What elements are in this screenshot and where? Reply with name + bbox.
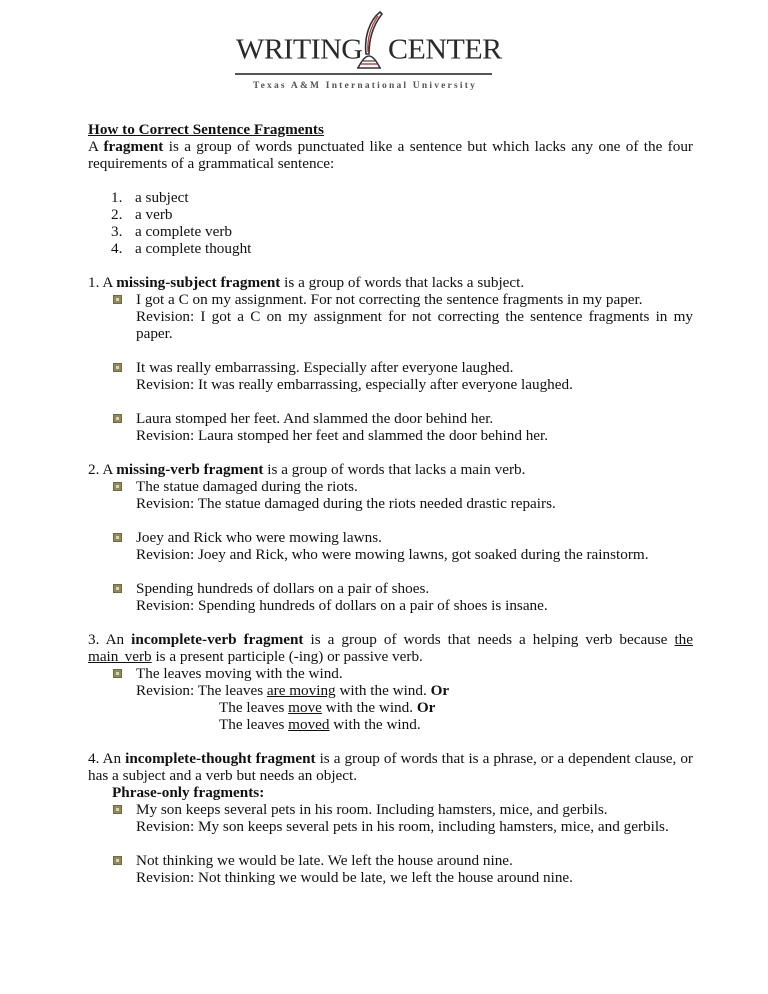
underlined-verb: move: [288, 699, 322, 716]
square-bullet-icon: [113, 363, 122, 372]
example-fragment: Not thinking we would be late. We left the house around nine.: [136, 852, 513, 869]
requirement-text: a complete verb: [135, 223, 232, 240]
square-bullet-icon: [113, 669, 122, 678]
example-item: [88, 291, 693, 342]
example-revision: Revision: It was really embarrassing, especially after everyone laughed.: [136, 376, 573, 393]
requirement-number: 3.: [111, 223, 123, 240]
logo-text-center: CENTER: [388, 33, 502, 66]
requirement-item: [88, 223, 693, 240]
or-connector: Or: [416, 699, 436, 716]
requirement-number: 4.: [111, 240, 123, 257]
section-heading: [88, 461, 693, 478]
intro-term: fragment: [103, 138, 164, 155]
revision-text: The leaves: [219, 699, 289, 716]
section-definition: is a group of words that is a phrase, or a dependent clause, or has a subject and a verb but needs an object.: [88, 750, 693, 784]
section-lead: 2. A: [88, 461, 117, 478]
example-revision: [136, 682, 693, 699]
logo-subtitle: Texas A&M International University: [252, 81, 478, 91]
section-definition: is a group of words that lacks a main verb.: [263, 461, 526, 478]
example-item: [88, 801, 693, 835]
requirement-number: 2.: [111, 206, 123, 223]
example-revision: Revision: Joey and Rick, who were mowing lawns, got soaked during the rainstorm.: [136, 546, 649, 563]
example-item: [88, 852, 693, 886]
example-revision-alt: [136, 716, 693, 733]
section-term: missing-verb fragment: [116, 461, 264, 478]
example-fragment: It was really embarrassing. Especially after everyone laughed.: [136, 359, 514, 376]
example-fragment: Laura stomped her feet. And slammed the door behind her.: [136, 410, 494, 427]
section-incomplete-verb: [88, 631, 693, 733]
section-incomplete-thought: [88, 750, 693, 886]
requirement-item: [88, 206, 693, 223]
section-heading: [88, 750, 693, 784]
requirements-list: [88, 189, 693, 257]
revision-text: with the wind.: [321, 699, 417, 716]
example-fragment: My son keeps several pets in his room. Including hamsters, mice, and gerbils.: [136, 801, 608, 818]
square-bullet-icon: [113, 295, 122, 304]
example-fragment: The leaves moving with the wind.: [136, 665, 343, 682]
section-missing-subject: [88, 274, 693, 444]
example-item: [88, 580, 693, 614]
underlined-phrase: the main verb: [88, 631, 694, 665]
square-bullet-icon: [113, 584, 122, 593]
section-term: incomplete-thought fragment: [125, 750, 316, 767]
section-term: missing-subject fragment: [116, 274, 281, 291]
or-connector: Or: [430, 682, 450, 699]
example-revision: Revision: Laura stomped her feet and slammed the door behind her.: [136, 427, 549, 444]
revision-text: with the wind.: [335, 682, 431, 699]
quill-pen-icon: [352, 10, 388, 72]
revision-text: Revision: The leaves: [136, 682, 267, 699]
example-revision: Revision: I got a C on my assignment for not correcting the sentence fragments in my paper.: [136, 308, 693, 342]
section-lead: 3. An: [88, 631, 132, 648]
example-item: [88, 478, 693, 512]
example-item: [88, 665, 693, 733]
square-bullet-icon: [113, 805, 122, 814]
writing-center-logo: [234, 8, 502, 68]
example-item: [88, 359, 693, 393]
example-item: [88, 529, 693, 563]
example-revision: Revision: The statue damaged during the riots needed drastic repairs.: [136, 495, 556, 512]
section-definition-end: is a present participle (-ing) or passive verb.: [151, 648, 423, 665]
example-revision: Revision: Not thinking we would be late, we left the house around nine.: [136, 869, 573, 886]
underlined-verb: moved: [288, 716, 330, 733]
square-bullet-icon: [113, 482, 122, 491]
example-fragment: I got a C on my assignment. For not correcting the sentence fragments in my paper.: [136, 291, 643, 308]
square-bullet-icon: [113, 856, 122, 865]
requirement-item: [88, 240, 693, 257]
section-lead: 1. A: [88, 274, 117, 291]
section-heading: [88, 274, 693, 291]
underlined-verb: are moving: [266, 682, 336, 699]
example-revision: Revision: Spending hundreds of dollars on a pair of shoes is insane.: [136, 597, 548, 614]
requirement-item: [88, 189, 693, 206]
revision-text: with the wind.: [329, 716, 421, 733]
section-missing-verb: [88, 461, 693, 614]
example-fragment: Spending hundreds of dollars on a pair of shoes.: [136, 580, 430, 597]
logo-divider: [235, 73, 492, 75]
requirement-text: a complete thought: [135, 240, 252, 257]
section-term: incomplete-verb fragment: [131, 631, 304, 648]
section-definition: is a group of words that lacks a subject.: [280, 274, 525, 291]
requirement-text: a verb: [135, 206, 173, 223]
requirement-number: 1.: [111, 189, 123, 206]
document-body: [88, 121, 693, 886]
square-bullet-icon: [113, 533, 122, 542]
square-bullet-icon: [113, 414, 122, 423]
section-definition: is a group of words that needs a helping verb because: [303, 631, 675, 648]
section-lead: 4. An: [88, 750, 126, 767]
intro-paragraph: [88, 138, 693, 172]
revision-text: The leaves: [219, 716, 289, 733]
example-revision: Revision: My son keeps several pets in his room, including hamsters, mice, and gerbils.: [136, 818, 669, 835]
example-fragment: The statue damaged during the riots.: [136, 478, 358, 495]
logo-text-writing: WRITING: [236, 33, 363, 66]
document-title: How to Correct Sentence Fragments: [88, 121, 324, 138]
intro-suffix: is a group of words punctuated like a sentence but which lacks any one of the four requirements of a grammatical sentence:: [88, 138, 693, 172]
subheading-phrase-only: Phrase-only fragments:: [112, 784, 265, 801]
example-fragment: Joey and Rick who were mowing lawns.: [136, 529, 382, 546]
requirement-text: a subject: [135, 189, 189, 206]
intro-prefix: A: [88, 138, 104, 155]
section-heading: [88, 631, 693, 665]
example-revision-alt: [136, 699, 693, 716]
example-item: [88, 410, 693, 444]
